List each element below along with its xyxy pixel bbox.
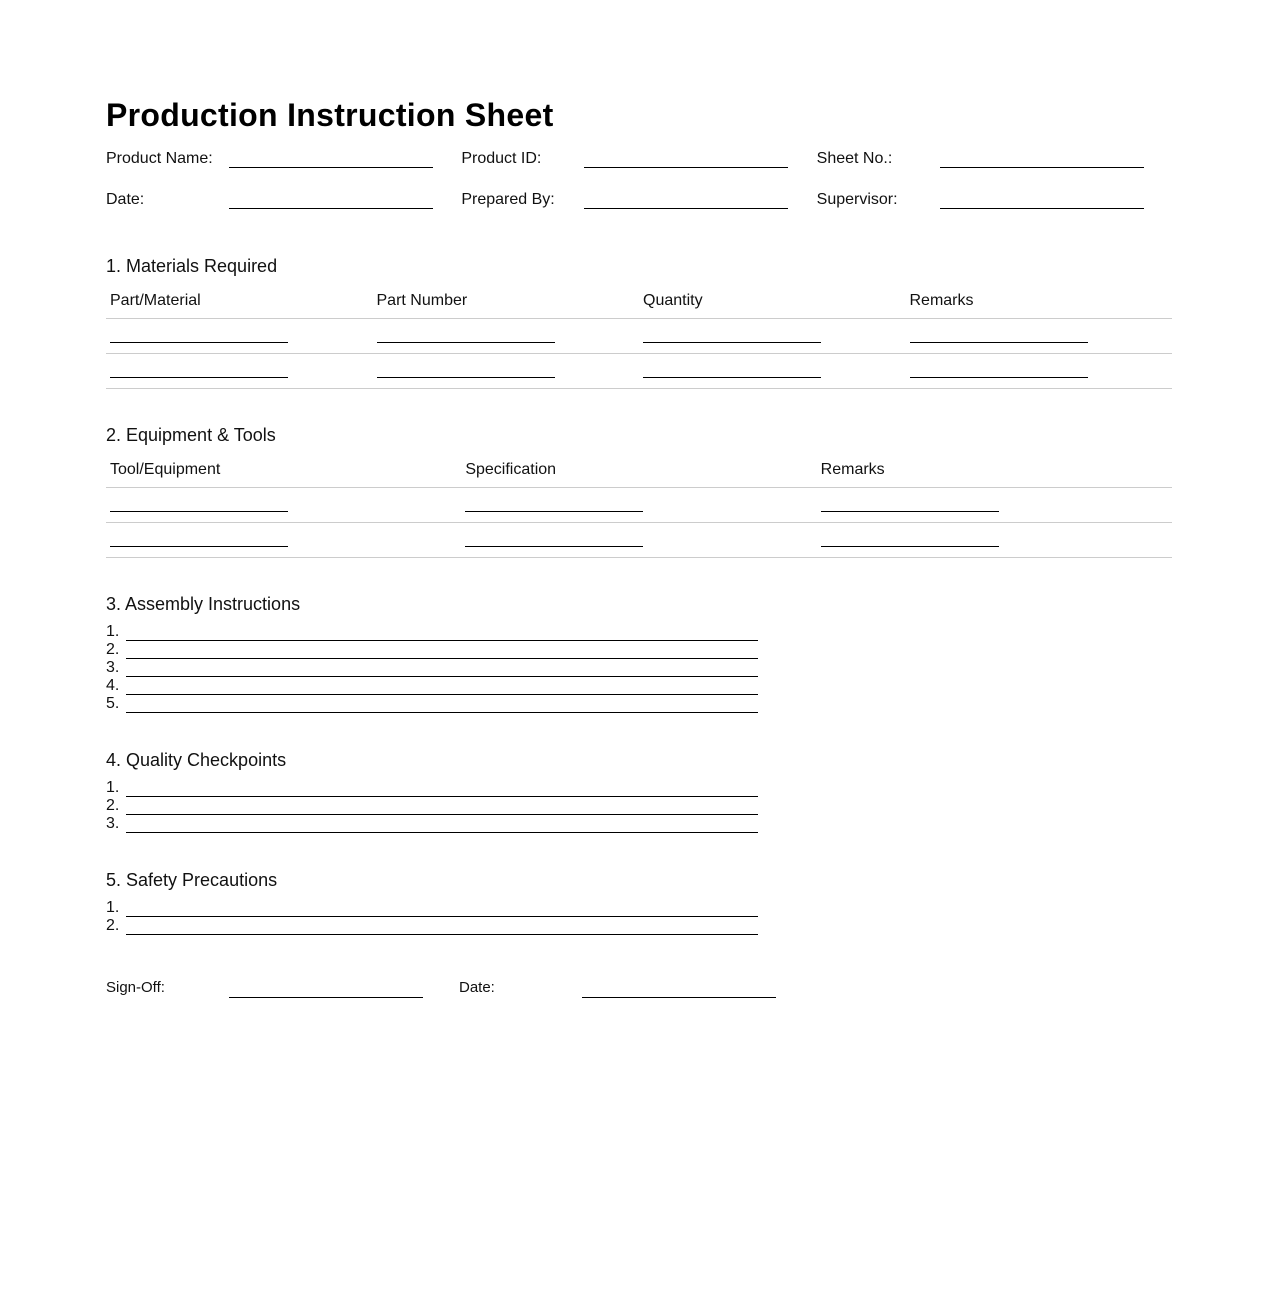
safety-precaution-input[interactable] xyxy=(126,917,758,935)
list-item xyxy=(106,899,1172,917)
quality-section-title: 4. Quality Checkpoints xyxy=(106,750,287,770)
table-row xyxy=(106,523,1172,558)
remarks-input[interactable] xyxy=(821,488,999,512)
item-number: 3. xyxy=(106,659,120,676)
sheet-no-field xyxy=(817,150,1172,168)
list-item xyxy=(106,677,1172,695)
date-input[interactable] xyxy=(229,191,433,209)
signoff-label: Sign-Off: xyxy=(106,979,165,996)
table-row xyxy=(106,319,1172,354)
header-fields xyxy=(106,150,1172,232)
assembly-list xyxy=(106,623,1172,713)
production-instruction-sheet xyxy=(106,96,1172,998)
header-row-2 xyxy=(106,191,1172,232)
part-material-input[interactable] xyxy=(110,319,288,343)
sheet-no-input[interactable] xyxy=(940,150,1144,168)
supervisor-input[interactable] xyxy=(940,191,1144,209)
product-id-label: Product ID: xyxy=(461,150,542,167)
quality-checkpoint-input[interactable] xyxy=(126,779,758,797)
date-label: Date: xyxy=(106,191,145,208)
assembly-step-input[interactable] xyxy=(126,641,758,659)
remarks-input[interactable] xyxy=(910,354,1088,378)
page-title: Production Instruction Sheet xyxy=(106,97,554,133)
item-number: 5. xyxy=(106,695,120,712)
list-item xyxy=(106,815,1172,833)
list-item xyxy=(106,659,1172,677)
column-header-remarks: Remarks xyxy=(817,461,1172,488)
part-number-input[interactable] xyxy=(377,319,555,343)
prepared-by-label: Prepared By: xyxy=(461,191,555,208)
item-number: 1. xyxy=(106,899,120,916)
signoff-date-label: Date: xyxy=(459,979,495,996)
signoff-input[interactable] xyxy=(229,979,423,998)
column-header-quantity: Quantity xyxy=(639,292,906,319)
quantity-input[interactable] xyxy=(643,319,821,343)
item-number: 2. xyxy=(106,917,120,934)
remarks-input[interactable] xyxy=(821,523,999,547)
date-field xyxy=(106,191,461,209)
table-row xyxy=(106,488,1172,523)
tool-equipment-input[interactable] xyxy=(110,523,288,547)
signoff-date-input[interactable] xyxy=(582,979,776,998)
materials-table xyxy=(106,292,1172,389)
assembly-step-input[interactable] xyxy=(126,623,758,641)
column-header-part-material: Part/Material xyxy=(106,292,373,319)
remarks-input[interactable] xyxy=(910,319,1088,343)
supervisor-field xyxy=(817,191,1172,209)
header-row-1 xyxy=(106,150,1172,191)
equipment-header-row xyxy=(106,461,1172,488)
list-item xyxy=(106,917,1172,935)
column-header-specification: Specification xyxy=(461,461,816,488)
safety-precaution-input[interactable] xyxy=(126,899,758,917)
product-name-label: Product Name: xyxy=(106,150,213,167)
part-material-input[interactable] xyxy=(110,354,288,378)
tool-equipment-input[interactable] xyxy=(110,488,288,512)
quantity-input[interactable] xyxy=(643,354,821,378)
product-id-field xyxy=(461,150,816,168)
equipment-section-title: 2. Equipment & Tools xyxy=(106,425,276,445)
assembly-section-title: 3. Assembly Instructions xyxy=(106,594,301,614)
item-number: 2. xyxy=(106,641,120,658)
list-item xyxy=(106,779,1172,797)
equipment-table xyxy=(106,461,1172,558)
product-name-field xyxy=(106,150,461,168)
column-header-part-number: Part Number xyxy=(373,292,640,319)
prepared-by-field xyxy=(461,191,816,209)
column-header-tool-equipment: Tool/Equipment xyxy=(106,461,461,488)
item-number: 1. xyxy=(106,779,120,796)
assembly-step-input[interactable] xyxy=(126,677,758,695)
part-number-input[interactable] xyxy=(377,354,555,378)
supervisor-label: Supervisor: xyxy=(816,191,898,208)
product-name-input[interactable] xyxy=(229,150,433,168)
specification-input[interactable] xyxy=(465,523,643,547)
item-number: 1. xyxy=(106,623,120,640)
list-item xyxy=(106,797,1172,815)
quality-checkpoint-input[interactable] xyxy=(126,815,758,833)
sheet-no-label: Sheet No.: xyxy=(816,150,893,167)
table-row xyxy=(106,354,1172,389)
item-number: 3. xyxy=(106,815,120,832)
materials-section-title: 1. Materials Required xyxy=(106,256,278,276)
product-id-input[interactable] xyxy=(584,150,788,168)
quality-list xyxy=(106,779,1172,833)
prepared-by-input[interactable] xyxy=(584,191,788,209)
assembly-step-input[interactable] xyxy=(126,659,758,677)
list-item xyxy=(106,695,1172,713)
safety-section-title: 5. Safety Precautions xyxy=(106,870,278,890)
assembly-step-input[interactable] xyxy=(126,695,758,713)
materials-header-row xyxy=(106,292,1172,319)
item-number: 2. xyxy=(106,797,120,814)
signoff-row xyxy=(106,979,1172,998)
spacer xyxy=(423,979,459,998)
list-item xyxy=(106,641,1172,659)
specification-input[interactable] xyxy=(465,488,643,512)
quality-checkpoint-input[interactable] xyxy=(126,797,758,815)
list-item xyxy=(106,623,1172,641)
safety-list xyxy=(106,899,1172,935)
item-number: 4. xyxy=(106,677,120,694)
column-header-remarks: Remarks xyxy=(906,292,1173,319)
